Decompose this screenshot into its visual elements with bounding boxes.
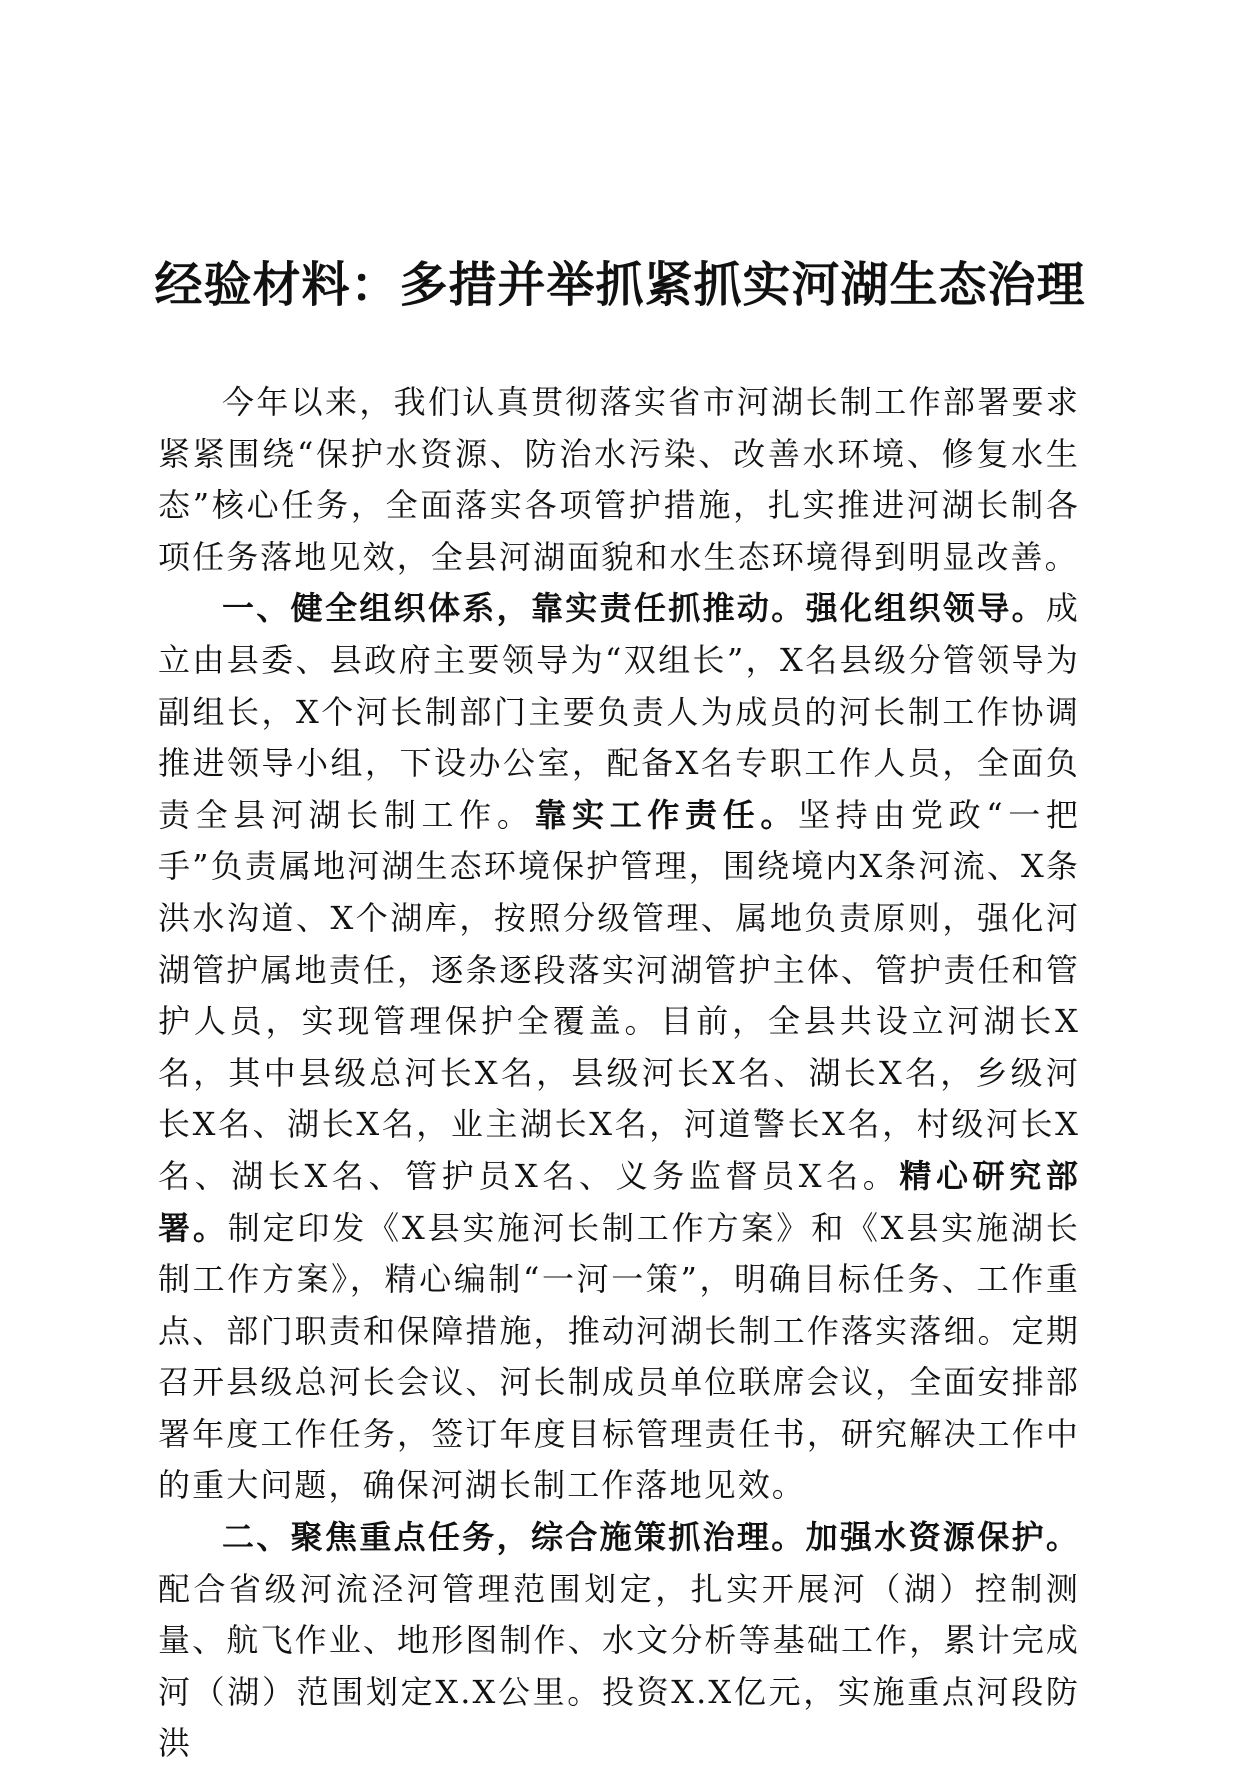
section-1-paragraph (158, 583, 1080, 1512)
section-2-paragraph (158, 1512, 1080, 1770)
section-1-sub2-text: 坚持由党政“一把手”负责属地河湖生态环境保护管理，围绕境内X条河流、X条洪水沟道、X个湖库，按照分级管理、属地负责原则，强化河湖管护属地责任，逐条逐段落实河湖管护主体、管护责任和管护人员，实现管理保护全覆盖。目前，全县共设立河湖长X名，其中县级总河长X名，县级河长X名、湖长X名，乡级河长X名、湖长X名，业主湖长X名，河道警长X名，村级河长X名、湖长X名、管护员X名、义务监督员X名。 (158, 795, 1080, 1195)
section-1-heading: 一、健全组织体系，靠实责任抓推动。 (222, 589, 806, 628)
section-1-sub1-title: 强化组织领导。 (805, 589, 1046, 628)
section-1-sub3-text: 制定印发《X县实施河长制工作方案》和《X县实施湖长制工作方案》，精心编制“一河一策”，明确目标任务、工作重点、部门职责和保障措施，推动河湖长制工作落实落细。定期召开县级总河长会议、河长制成员单位联席会议，全面安排部署年度工作任务，签订年度目标管理责任书，研究解决工作中的重大问题，确保河湖长制工作落地见效。 (158, 1208, 1080, 1505)
section-2-sub1-title: 加强水资源保护。 (805, 1518, 1080, 1557)
intro-text: 今年以来，我们认真贯彻落实省市河湖长制工作部署要求紧紧围绕“保护水资源、防治水污染、改善水环境、修复水生态”核心任务，全面落实各项管护措施，扎实推进河湖长制各项任务落地见效，全县河湖面貌和水生态环境得到明显改善。 (158, 383, 1080, 576)
section-2-sub1-text: 配合省级河流泾河管理范围划定，扎实开展河（湖）控制测量、航飞作业、地形图制作、水文分析等基础工作，累计完成河（湖）范围划定X.X公里。投资X.X亿元，实施重点河段防洪 (158, 1569, 1080, 1763)
section-1-sub3-title: 精心研究部署。 (158, 1156, 1080, 1247)
document-title: 经验材料：多措并举抓紧抓实河湖生态治理 (154, 257, 1086, 314)
section-1-sub2-title: 靠实工作责任。 (534, 795, 798, 834)
document-body (158, 377, 1080, 1770)
intro-paragraph (158, 377, 1080, 583)
section-1-sub1-text: 成立由县委、县政府主要领导为“双组长”，X名县级分管领导为副组长，X个河长制部门主要负责人为成员的河长制工作协调推进领导小组，下设办公室，配备X名专职工作人员，全面负责全县河湖长制工作。 (158, 589, 1081, 834)
section-2-heading: 二、聚焦重点任务，综合施策抓治理。 (222, 1518, 806, 1557)
